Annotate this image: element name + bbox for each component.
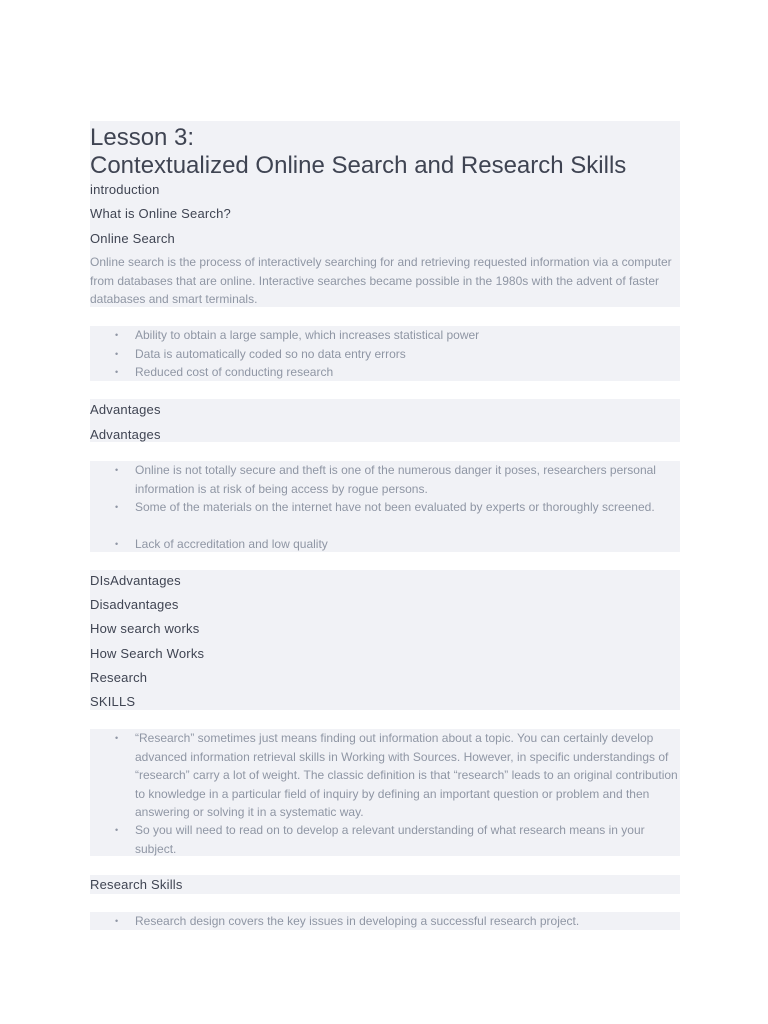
- list-item: [115, 498, 680, 517]
- list-item: [115, 363, 680, 382]
- bullet-icon: •: [115, 349, 119, 359]
- list-item: [115, 326, 680, 345]
- bullet-icon: •: [115, 367, 119, 377]
- bullet-icon: •: [115, 539, 119, 549]
- research-design-list: [90, 912, 680, 930]
- list-item-text: Reduced cost of conducting research: [135, 365, 334, 379]
- what-is-online-search-heading: What is Online Search?: [90, 206, 231, 221]
- advantages-heading-block: [90, 399, 680, 442]
- intro-section: [90, 121, 680, 307]
- headings-block: [90, 570, 680, 710]
- bullet-icon: •: [115, 330, 119, 340]
- page-title-line-2: Contextualized Online Search and Research Skills: [90, 152, 627, 179]
- advantages-list: [90, 326, 680, 381]
- online-search-paragraph: Online search is the process of interactively searching for and retrieving requested information via a computer from databases that are online. Interactive searches became possible in the 1980s with the advent of faster databases and smart terminals.: [90, 255, 672, 306]
- list-item: [115, 461, 680, 498]
- list-item-text: Ability to obtain a large sample, which increases statistical power: [135, 328, 480, 342]
- disadvantages-subheading: Disadvantages: [90, 597, 179, 612]
- how-search-works-heading: How search works: [90, 621, 200, 636]
- list-item-text: Online is not totally secure and theft is one of the numerous danger it poses, researchers personal information is at risk of being access by rogue persons.: [135, 463, 656, 496]
- list-item-text: Some of the materials on the internet have not been evaluated by experts or thoroughly screened.: [135, 500, 655, 514]
- list-item-text: Data is automatically coded so no data entry errors: [135, 347, 406, 361]
- research-heading: Research: [90, 670, 148, 685]
- list-item: [115, 535, 680, 554]
- research-skills-block: [90, 875, 680, 894]
- research-list: [90, 729, 680, 856]
- advantages-heading: Advantages: [90, 402, 161, 417]
- list-item: [115, 912, 680, 931]
- bullet-icon: •: [115, 916, 119, 926]
- bullet-icon: •: [115, 502, 119, 512]
- list-item: [115, 729, 680, 822]
- page-title-line-1: Lesson 3:: [90, 124, 195, 151]
- list-item-text: Research design covers the key issues in developing a successful research project.: [135, 914, 580, 928]
- bullet-icon: •: [115, 825, 119, 835]
- advantages-subheading: Advantages: [90, 427, 161, 442]
- list-item-text: “Research” sometimes just means finding out information about a topic. You can certainly develop advanced information retrieval skills in Working with Sources. However, in specific understandings of “research” carry a lot of weight. The classic definition is that “research” leads to an original contribution to knowledge in a particular field of inquiry by defining an important question or problem and then answering or solving it in a systematic way.: [135, 731, 678, 819]
- bullet-icon: •: [115, 733, 119, 743]
- introduction-heading: introduction: [90, 182, 160, 197]
- skills-heading: SKILLS: [90, 694, 136, 709]
- list-item-text: So you will need to read on to develop a relevant understanding of what research means in your subject.: [135, 823, 645, 856]
- list-item: [115, 345, 680, 364]
- disadvantages-heading: DIsAdvantages: [90, 573, 181, 588]
- online-search-heading: Online Search: [90, 231, 175, 246]
- how-search-works-subheading: How Search Works: [90, 646, 205, 661]
- list-item: [115, 821, 680, 858]
- bullet-icon: •: [115, 465, 119, 475]
- list-item-text: Lack of accreditation and low quality: [135, 537, 328, 551]
- disadvantages-list: [90, 461, 680, 552]
- research-skills-heading: Research Skills: [90, 877, 183, 892]
